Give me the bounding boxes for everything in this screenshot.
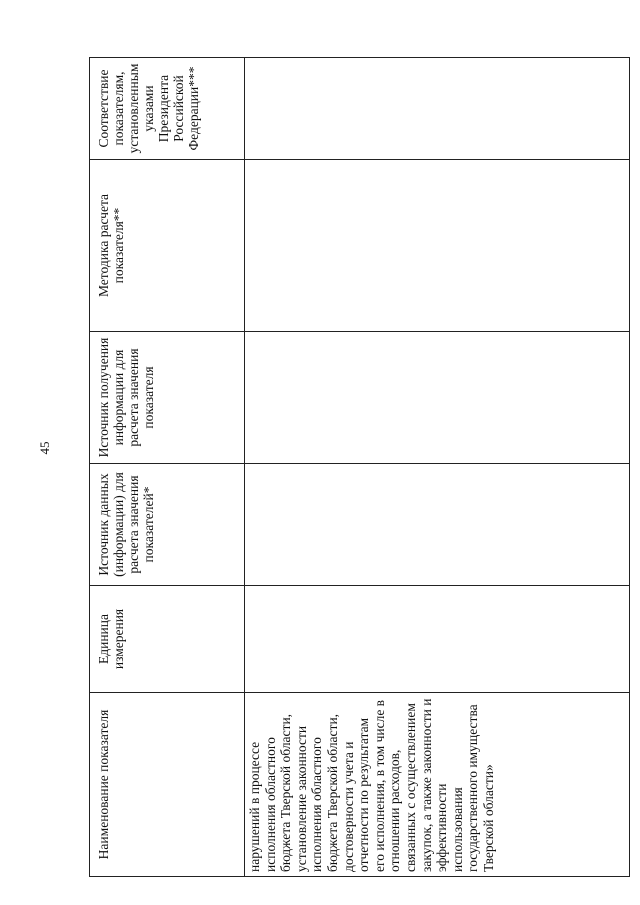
table-header-row <box>90 58 245 877</box>
cell-methodology <box>245 160 630 332</box>
header-methodology: Методика расчета показателя** <box>90 160 245 332</box>
cell-compliance <box>245 58 630 160</box>
indicators-table <box>89 57 630 877</box>
cell-data-source <box>245 464 630 586</box>
header-unit: Единица измерения <box>90 586 245 693</box>
table-rotation-frame <box>89 58 630 877</box>
header-info-source: Источник получения информации для расчета значения показателя <box>90 332 245 464</box>
header-compliance: Соответствие показателям, установленным указами Президента Российской Федерации*** <box>90 58 245 160</box>
page-number: 45 <box>37 441 52 455</box>
cell-info-source <box>245 332 630 464</box>
cell-unit <box>245 586 630 693</box>
header-indicator-name: Наименование показателя <box>90 693 245 877</box>
header-data-source: Источник данных (информации) для расчета значения показателей* <box>90 464 245 586</box>
table-rotated-content <box>89 58 630 877</box>
cell-indicator-name: нарушений в процессе исполнения областного бюджета Тверской области, установление законности исполнения областного бюджета Тверской области, достоверности учета и отчетности по результатам его исполнения, в том числе в отношении расходов, связанных с осуществлением закупок, а также законности и эффективности использования государственного имущества Тверской области» <box>245 693 630 877</box>
table-row <box>245 58 630 877</box>
